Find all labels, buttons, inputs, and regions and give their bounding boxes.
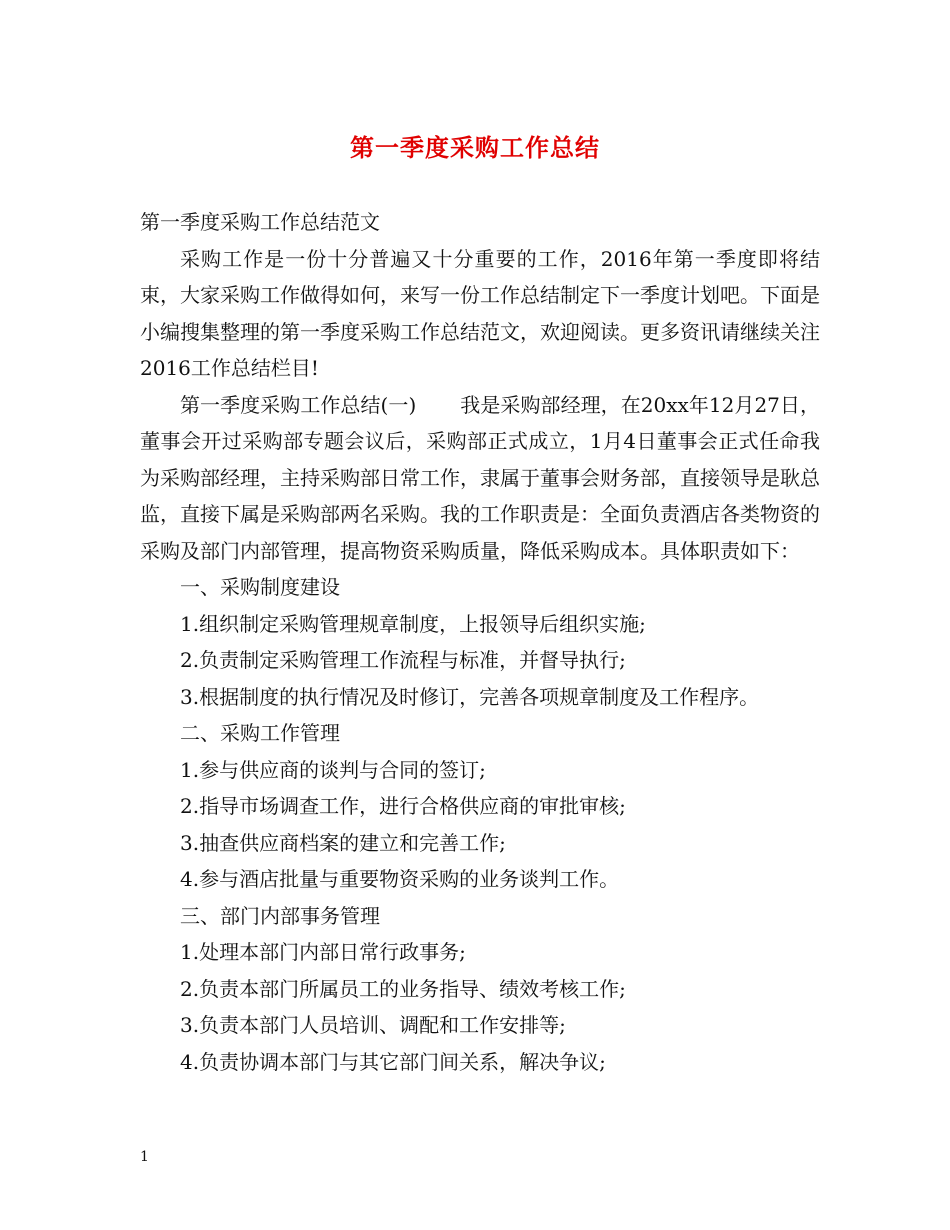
section-label: 第一季度采购工作总结(一)	[180, 392, 417, 417]
list-item: 2.负责本部门所属员工的业务指导、绩效考核工作;	[180, 976, 626, 1001]
page-number: 1	[140, 1149, 149, 1165]
document-body	[140, 204, 820, 1080]
list-item: 2.指导市场调查工作，进行合格供应商的审批审核;	[180, 794, 626, 818]
list-item: 4.负责协调本部门与其它部门间关系，解决争议;	[180, 1049, 606, 1074]
list-item: 1.参与供应商的谈判与合同的签订;	[180, 757, 486, 782]
document-subtitle: 第一季度采购工作总结范文	[140, 210, 380, 234]
intro-paragraph: 采购工作是一份十分普遍又十分重要的工作，2016年第一季度即将结束，大家采购工作做得如何，来写一份工作总结制定下一季度计划吧。下面是小编搜集整理的第一季度采购工作总结范文，欢迎阅读。更多资讯请继续关注2016工作总结栏目!	[140, 246, 820, 380]
list-item: 2.负责制定采购管理工作流程与标准，并督导执行;	[180, 648, 626, 672]
section-paragraph	[140, 387, 820, 570]
list-item: 4.参与酒店批量与重要物资采购的业务谈判工作。	[180, 867, 620, 891]
list-item: 3.负责本部门人员培训、调配和工作安排等;	[180, 1013, 566, 1037]
list-item: 1.组织制定采购管理规章制度，上报领导后组织实施;	[180, 611, 646, 636]
list-heading-3: 三、部门内部事务管理	[180, 903, 380, 928]
list-item: 3.根据制度的执行情况及时修订，完善各项规章制度及工作程序。	[180, 684, 760, 709]
list-item: 1.处理本部门内部日常行政事务;	[180, 940, 466, 964]
list-heading-1: 一、采购制度建设	[180, 575, 340, 599]
list-heading-2: 二、采购工作管理	[180, 721, 340, 745]
section-body: 我是采购部经理，在20xx年12月27日，董事会开过采购部专题会议后，采购部正式成立，1月4日董事会正式任命我为采购部经理，主持采购部日常工作，隶属于董事会财务部，直接领导是耿总监，直接下属是采购部两名采购。我的工作职责是：全面负责酒店各类物资的采购及部门内部管理，提高物资采购质量，降低采购成本。具体职责如下：	[140, 392, 821, 563]
list-item: 3.抽查供应商档案的建立和完善工作;	[180, 830, 506, 855]
document-title: 第一季度采购工作总结	[350, 134, 600, 162]
